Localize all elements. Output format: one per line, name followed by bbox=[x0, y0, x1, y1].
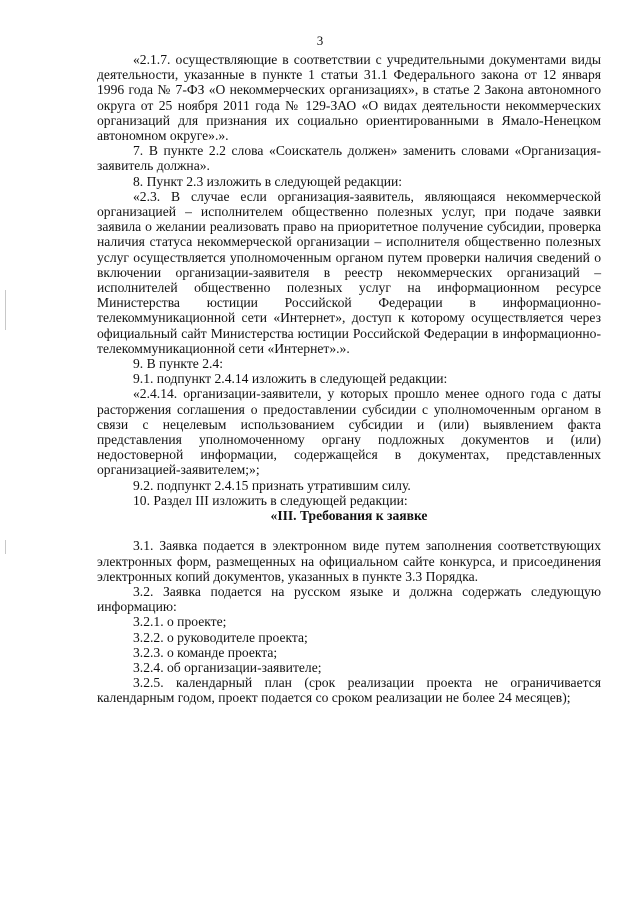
scan-margin-mark bbox=[5, 290, 6, 330]
paragraph-2-3: «2.3. В случае если организация-заявитель, являющаяся некоммерческой организацией – исполнителем общественно полезных услуг, при подаче заявки заявила о желании реализовать право на приоритетное получение субсидии, проверка наличия статуса некоммерческой организации – исполнителя общественно полезных услуг осуществляется уполномоченным органом путем проверки наличия сведений о включении организации-заявителя в реестр некоммерческих организаций – исполнителей общественно полезных услуг на информационном ресурсе Министерства юстиции Российской Федерации в информационно-телекоммуникационной сети «Интернет», доступ к которому осуществляется через официальный сайт Министерства юстиции Российской Федерации в информационно-телекоммуникационной сети «Интернет».». bbox=[97, 188, 601, 356]
paragraph-item-8: 8. Пункт 2.3 изложить в следующей редакции: bbox=[133, 173, 403, 189]
paragraph-item-7: 7. В пункте 2.2 слова «Соискатель должен» заменить словами «Организация-заявитель должна». bbox=[97, 143, 601, 174]
paragraph-3-2: 3.2. Заявка подается на русском языке и должна содержать следующую информацию: bbox=[97, 583, 601, 615]
scan-margin-mark bbox=[5, 540, 6, 554]
paragraph-3-1: 3.1. Заявка подается в электронном виде путем заполнения соответствующих электронных форм, размещенных на официальном сайте конкурса, и присоединения электронных копий документов, указанных в пункте 3.3 Порядка. bbox=[97, 538, 601, 584]
paragraph-item-9-2: 9.2. подпункт 2.4.15 признать утратившим силу. bbox=[133, 477, 411, 493]
list-item: 3.2.3. о команде проекта; bbox=[133, 644, 278, 660]
section-heading: «III. Требования к заявке bbox=[270, 508, 428, 524]
paragraph-2-1-7: «2.1.7. осуществляющие в соответствии с учредительными документами виды деятельности, указанные в пункте 1 статьи 31.1 Федерального закона от 12 января 1996 года № 7-ФЗ «О некоммерческих организациях», в статье 2 Закона автономного округа от 25 ноября 2011 года № 129-ЗАО «О видах деятельности некоммерческих организаций для признания их социально ориентированными в Ямало-Ненецком автономном округе».». bbox=[97, 52, 601, 144]
spacer bbox=[97, 523, 601, 538]
paragraph-2-4-14: «2.4.14. организации-заявители, у которых прошло менее одного года с даты расторжения соглашения о предоставлении субсидии с уполномоченным органом в связи с нецелевым использованием субсидии и (или) выявлением факта представления уполномоченному органу подложных документов и (или) недостоверной информации, содержащейся в документах, представленных организацией-заявителем;»; bbox=[97, 386, 601, 478]
list-item: 3.2.4. об организации-заявителе; bbox=[133, 659, 322, 675]
paragraph-item-10: 10. Раздел III изложить в следующей редакции: bbox=[133, 492, 408, 508]
paragraph-item-9: 9. В пункте 2.4: bbox=[133, 356, 223, 372]
list-item: 3.2.1. о проекте; bbox=[133, 614, 227, 630]
list-item: 3.2.2. о руководителе проекта; bbox=[133, 629, 308, 645]
paragraph-item-9-1: 9.1. подпункт 2.4.14 изложить в следующей редакции: bbox=[133, 371, 448, 387]
list-item: 3.2.5. календарный план (срок реализации проекта не ограничивается календарным годом, проект подается со сроком реализации не более 24 месяцев); bbox=[97, 675, 601, 706]
document-body bbox=[97, 52, 601, 706]
page-number: 3 bbox=[316, 33, 324, 48]
